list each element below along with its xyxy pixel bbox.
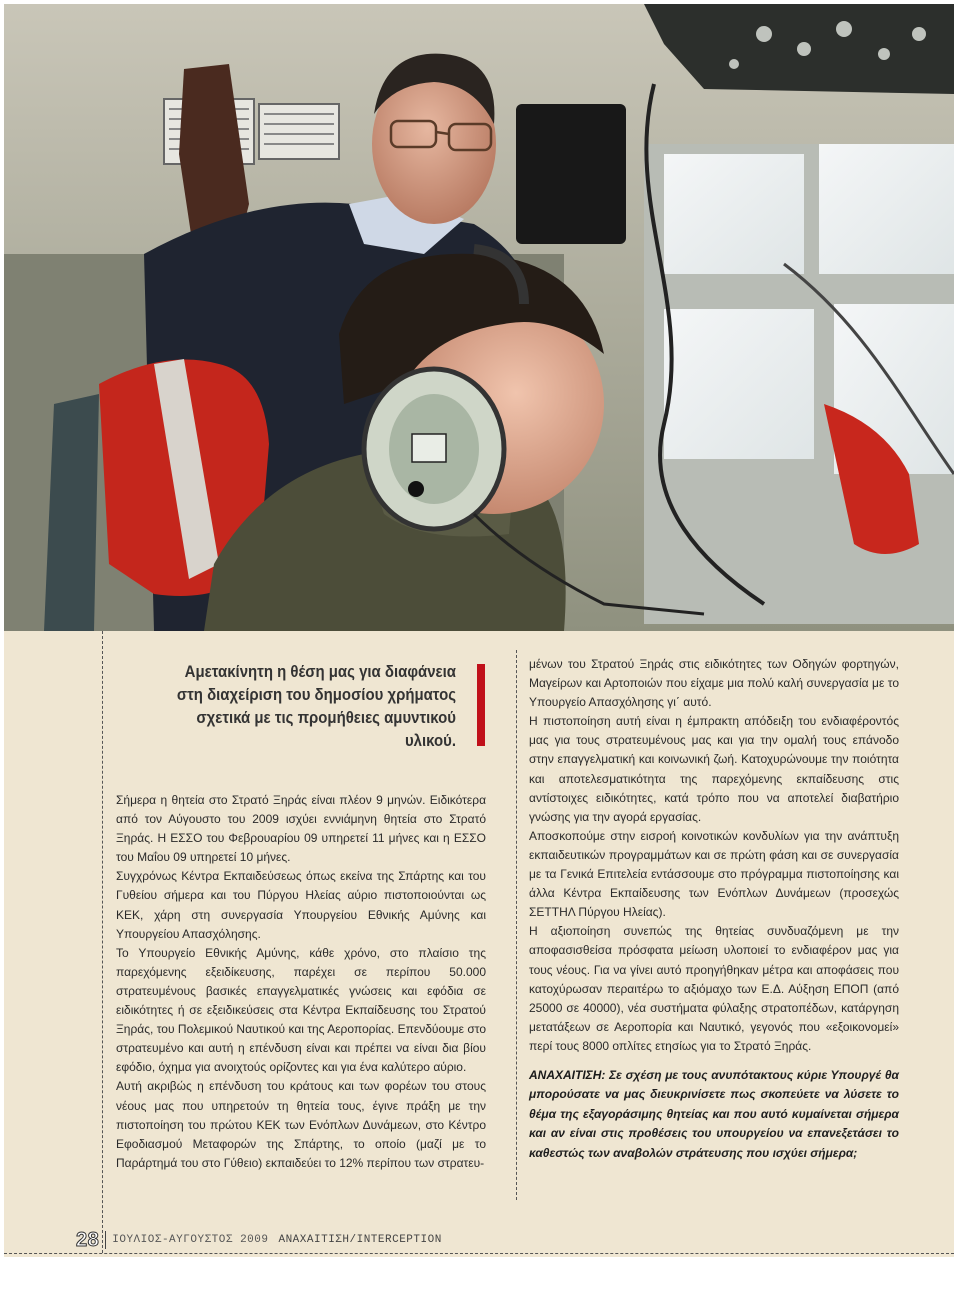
cockpit-photo bbox=[4, 4, 954, 631]
paragraph: μένων του Στρατού Ξηράς στις ειδικότητες των Οδηγών φορτηγών, Μαγείρων και Αρτοποιών που είχαμε μια πολύ καλή συνεργασία με το Υπουργείο Απασχόλησης γι΄ αυτό. bbox=[529, 657, 899, 710]
pull-quote-accent-bar bbox=[477, 664, 485, 746]
paragraph: Αυτή ακριβώς η επένδυση του κράτους και των φορέων του στους νέους μας που υπηρετούν τη θητεία τους, έγινε πράξη με την πιστοποίηση του πρώτου ΚΕΚ των Ενόπλων Δυνάμεων, στο Κέντρο Εφοδιασμού Μεταφορών της Σπάρτης, το οποίο (μαζί με το Παράρτημά του στο Γύθειο) εκπαιδεύει το 12% περίπου των στρατευ- bbox=[116, 1079, 486, 1170]
interview-question-text: Σε σχέση με τους ανυπότακτους κύριε Υπουργέ θα μπορούσατε να μας διευκρινίσετε πως σκοπεύετε να λύσετε το θέμα της εξαγοράσιμης θητείας και που αυτό κυμαίνεται σήμερα και αν είναι στις προθέσεις του υπουργείου να επανεξετάσει το καθεστώς των αναβολών στράτευσης που ισχύει σήμερα; bbox=[529, 1067, 899, 1160]
paragraph: Η αξιοποίηση συνεπώς της θητείας συνδυαζόμενη με την αποφασισθείσα πρόσφατα μείωση υλοποιεί το ενδιαφέρον μας για τους νέους. Για να γίνει αυτό προηγήθηκαν μέτρα και αποφάσεις που κατοχύρωσαν περαιτέρω το αξιόμαχο των Ε.Δ. Αύξηση ΕΠΟΠ (από 25000 σε 40000), νέα συστήματα φύλαξης στρατοπέδων, κατάργηση μετατάξεων σε Αεροπορία και Ναυτικό, γεγονός που «εξοικονομεί» περί τους 8000 οπλίτες ετησίως για το Στρατό Ξηράς. bbox=[529, 924, 899, 1053]
paragraph: Σήμερα η θητεία στο Στρατό Ξηράς είναι πλέον 9 μηνών. Ειδικότερα από τον Αύγουστο του 2009 ισχύει εννιάμηνη θητεία στο Στρατό Ξηράς. Η ΕΣΣΟ του Φεβρουαρίου 09 υπηρετεί 11 μήνες και η ΕΣΣΟ του Μαΐου 09 υπηρετεί 10 μήνες. bbox=[116, 793, 486, 865]
paragraph: Αποσκοπούμε στην εισροή κοινοτικών κονδυλίων για την ανάπτυξη εκπαιδευτικών προγραμμάτων και σε πρώτη φάση και σε συνεργασία με τα Γενικά Επιτελεία εντάσσουμε στο πρόγραμμα πιστοποίησης και άλλα Κέντρα Εκπαίδευσης των Ενόπλων Δυνάμεων (προσεχώς ΣΕΤΤΗΛ Πύργου Ηλείας). bbox=[529, 828, 899, 920]
column-dashed-rule bbox=[516, 650, 517, 1200]
article-column-right bbox=[529, 655, 899, 1163]
paragraph: Η πιστοποίηση αυτή είναι η έμπρακτη απόδειξη του ενδιαφέροντός μας για τους στρατευμένους μας και για την ομαλή τους επάνοδο στην επαγγελματική και κοινωνική ζωή. Κατοχυρώνουμε την ποιότητα και αποτελεσματικότητα της παρεχόμενης εκπαίδευσης στις αντίστοιχες ειδικότητες, κατά τρόπο που να αποτελεί διαβατήριο γνώσης για την αγορά εργασίας. bbox=[529, 714, 899, 824]
pull-quote: Αμετακίνητη η θέση μας για διαφάνεια στη διαχείριση του δημοσίου χρήματος σχετικά με τις προμήθειες αμυντικού υλικού. bbox=[176, 662, 456, 750]
article-column-left bbox=[116, 791, 486, 1173]
page-number: 28 bbox=[76, 1228, 100, 1251]
left-dashed-rule bbox=[102, 631, 103, 1253]
paragraph: Συγχρόνως Κέντρα Εκπαιδεύσεως όπως εκείνα της Σπάρτης και του Γυθείου σήμερα και του Πύργου Ηλείας αύριο πιστοποιούνται ως ΚΕΚ, χάρη στη συνεργασία Υπουργείου Εθνικής Αμύνης και Υπουργείου Απασχόλησης. bbox=[116, 869, 486, 941]
paragraph: Το Υπουργείο Εθνικής Αμύνης, κάθε χρόνο, στο πλαίσιο της παρεχόμενης εξειδίκευσης, παρέχει σε περίπου 50.000 στρατευμένους βασικές επαγγελματικές γνώσεις και εφόδια σε ειδικότητες ή σε εξειδικεύσεις στα Κέντρα Εκπαίδευσης του Στρατού Ξηράς, του Πολεμικού Ναυτικού και της Αεροπορίας. Επενδύουμε στο στρατευμένο και αυτή η επένδυση είναι και πρέπει να είναι δια βίου εφόδιο, όχημα για ανοιχτούς ορίζοντες και για ένα καλύτερο αύριο. bbox=[116, 945, 486, 1075]
issue-date: ΙΟΥΛΙΟΣ-ΑΥΓΟΥΣΤΟΣ 2009 bbox=[112, 1234, 269, 1246]
page-footer bbox=[76, 1230, 442, 1250]
interview-question bbox=[529, 1066, 899, 1164]
magazine-name: ΑΝΑΧΑΙΤΙΣΗ/INTERCEPTION bbox=[278, 1234, 442, 1246]
interviewer-label: ΑΝΑΧΑΙΤΙΣΗ: bbox=[529, 1067, 606, 1082]
footer-separator bbox=[105, 1231, 106, 1249]
bottom-dashed-rule bbox=[4, 1253, 954, 1254]
